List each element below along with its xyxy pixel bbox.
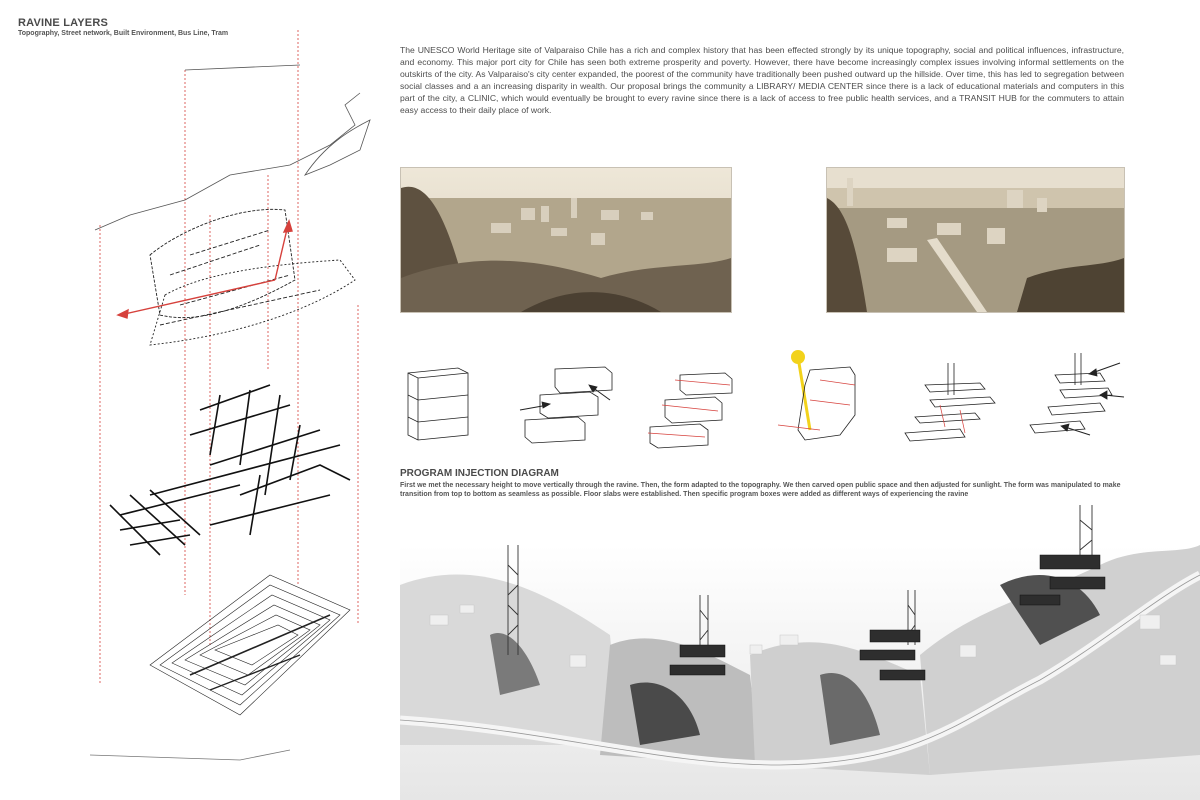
ravine-layers-diagram	[90, 25, 380, 765]
valparaiso-photo-left	[400, 167, 732, 313]
ravine-layers-title: RAVINE LAYERS	[18, 17, 109, 29]
program-injection-heading: PROGRAM INJECTION DIAGRAM	[400, 468, 559, 479]
step-1-stacked-volumes	[408, 368, 468, 440]
step-3-carved-public-space	[648, 373, 732, 448]
step-2-adapted-to-topography	[520, 367, 612, 443]
tram-bus-layer	[95, 65, 370, 230]
built-environment-layer	[150, 209, 355, 345]
street-network-layer	[110, 385, 350, 555]
layer-guide-lines	[100, 30, 358, 685]
ravine-layers-subtitle: Topography, Street network, Built Environment, Bus Line, Tram	[18, 30, 229, 37]
ravine-perspective-rendering	[400, 505, 1200, 800]
program-injection-steps	[400, 345, 1130, 455]
valparaiso-photo-right	[826, 167, 1125, 313]
bus-line-arrows	[118, 221, 292, 318]
program-injection-caption: First we met the necessary height to move vertically through the ravine. Then, the form adapted to the topography. We then carved open public space and then adjusted for sunlight. The form was manipulated to make transition from top to bottom as seamless as possible. Floor slabs were established. Then specific program boxes were added as different ways of experiencing the ravine	[400, 482, 1121, 499]
base-line	[90, 750, 290, 760]
step-4-sunlight-adjustment	[778, 350, 855, 440]
intro-paragraph: The UNESCO World Heritage site of Valparaiso Chile has a rich and complex history that has been effected strongly by its unique topography, social and political influences, infrastructure, and economy. This major port city for Chile has seen both extreme prosperity and poverty. However, there have become increasingly complex issues involving informal settlements on the outskirts of the city. As Valparaiso's city center expanded, the poorest of the community have traditionally been pushed outward up the hillside. Over time, this has led to segregation between social classes and a an increasing disparity in wealth. Our proposal brings the community a LIBRARY/ MEDIA CENTER since there is a lack of educational materials and computers in this part of the city, a CLINIC, which would eventually be brought to every ravine since there is a lack of access to free public health services, and a TRANSIT HUB for the commuters to attain easy access to their daily place of work.	[400, 45, 1124, 116]
step-5-floor-slabs	[905, 363, 995, 441]
step-6-program-boxes	[1030, 353, 1124, 435]
topography-layer	[150, 575, 350, 715]
